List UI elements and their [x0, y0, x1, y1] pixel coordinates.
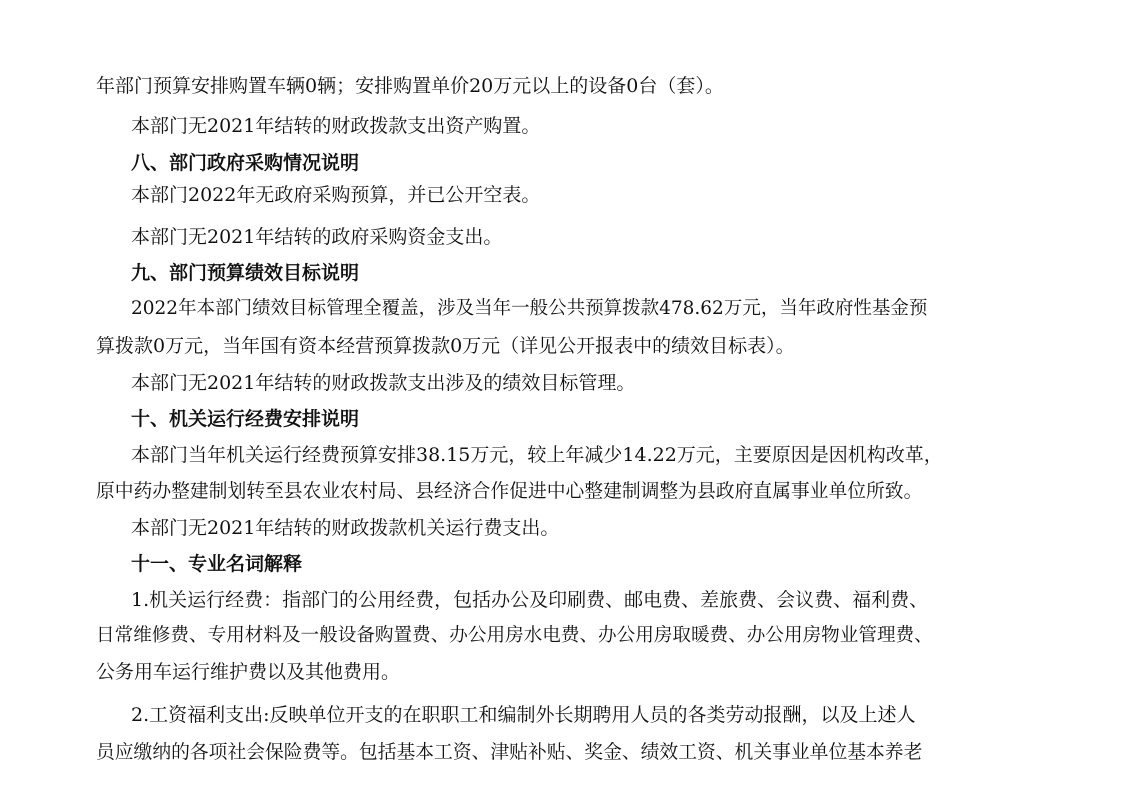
text-line: 1.机关运行经费：指部门的公用经费，包括办公及印刷费、邮电费、差旅费、会议费、福利费、	[131, 589, 929, 611]
text-line: 本部门无2021年结转的财政拨款支出涉及的绩效目标管理。	[131, 372, 636, 394]
section-heading: 十、机关运行经费安排说明	[131, 408, 360, 430]
text-line: 公务用车运行维护费以及其他费用。	[96, 661, 401, 683]
text-line: 日常维修费、专用材料及一般设备购置费、办公用房水电费、办公用房取暖费、办公用房物业管理费、	[96, 625, 933, 646]
text-line: 算拨款0万元，当年国有资本经营预算拨款0万元（详见公开报表中的绩效目标表）。	[96, 335, 795, 357]
text-line: 本部门2022年无政府采购预算，并已公开空表。	[131, 184, 541, 206]
section-heading: 九、部门预算绩效目标说明	[131, 262, 360, 284]
text-line: 2.工资福利支出:反映单位开支的在职职工和编制外长期聘用人员的各类劳动报酬，以及上述人	[131, 704, 916, 726]
text-line: 年部门预算安排购置车辆0辆；安排购置单价20万元以上的设备0台（套）。	[96, 75, 724, 97]
section-heading: 八、部门政府采购情况说明	[131, 152, 360, 174]
text-line: 本部门当年机关运行经费预算安排38.15万元，较上年减少14.22万元，主要原因是因机构改革，	[131, 444, 943, 466]
text-line: 2022年本部门绩效目标管理全覆盖，涉及当年一般公共预算拨款478.62万元，当年政府性基金预	[131, 298, 928, 319]
section-heading: 十一、专业名词解释	[131, 553, 303, 575]
text-line: 本部门无2021年结转的财政拨款支出资产购置。	[131, 115, 541, 137]
text-line: 员应缴纳的各项社会保险费等。包括基本工资、津贴补贴、奖金、绩效工资、机关事业单位基本养老	[96, 742, 923, 763]
text-line: 本部门无2021年结转的财政拨款机关运行费支出。	[131, 517, 560, 539]
text-line: 原中药办整建制划转至县农业农村局、县经济合作促进中心整建制调整为县政府直属事业单位所致。	[96, 481, 923, 502]
text-line: 本部门无2021年结转的政府采购资金支出。	[131, 226, 503, 248]
